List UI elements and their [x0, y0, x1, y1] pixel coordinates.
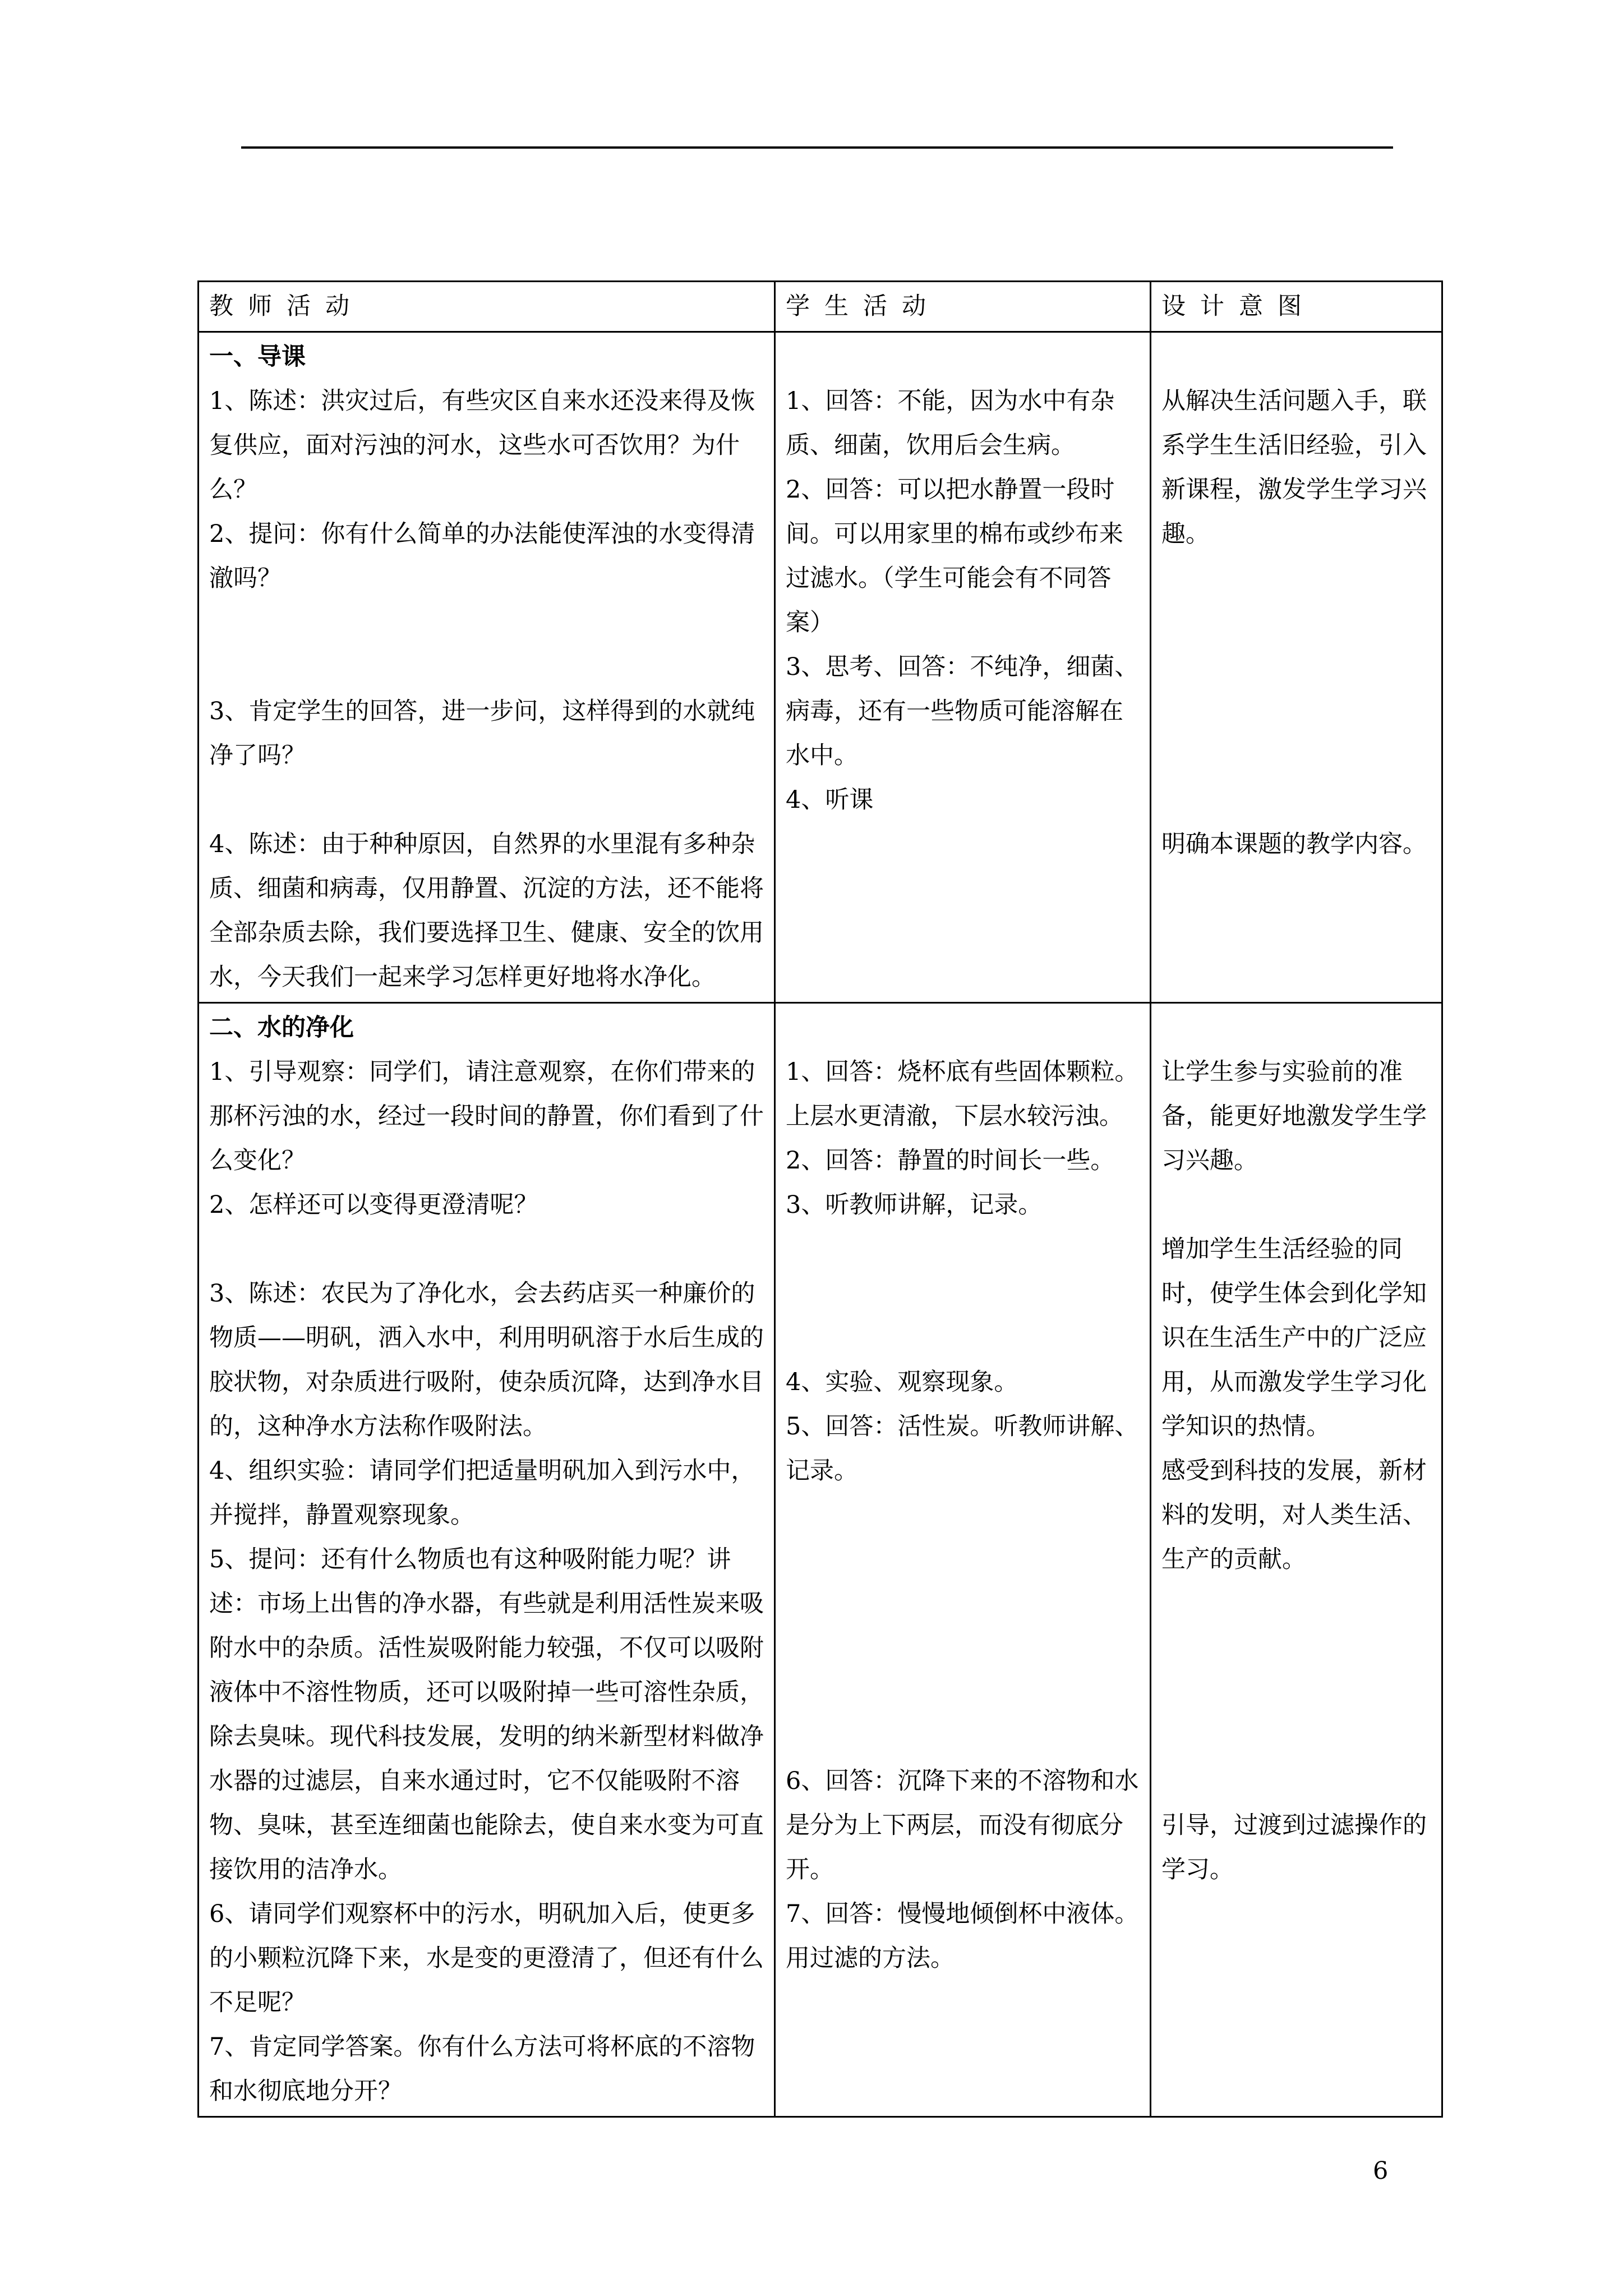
section-purification-row — [199, 1003, 1442, 2117]
intro-teacher-item-4: 4、陈述：由于种种原因，自然界的水里混有多种杂质、细菌和病毒，仅用静置、沉淀的方法，还不能将全部杂质去除，我们要选择卫生、健康、安全的饮用水，今天我们一起来学习怎样更好地将水净化。 — [209, 830, 764, 991]
purify-teacher-item-6: 6、请同学们观察杯中的污水，明矾加入后，使更多的小颗粒沉降下来，水是变的更澄清了，但还有什么不足呢？ — [209, 1900, 764, 2017]
header-student-activity: 学生活动 — [775, 282, 1151, 332]
section-purification-student-cell — [775, 1003, 1151, 2117]
purify-teacher-item-4: 4、组织实验：请同学们把适量明矾加入到污水中，并搅拌，静置观察现象。 — [209, 1457, 755, 1529]
section-intro-intent-cell — [1151, 332, 1442, 1003]
intro-teacher-item-3: 3、肯定学生的回答，进一步问，这样得到的水就纯净了吗？ — [209, 697, 755, 770]
header-teacher-activity: 教师活动 — [199, 282, 775, 332]
intro-intent-item-1: 从解决生活问题入手，联系学生生活旧经验，引入新课程，激发学生学习兴趣。 — [1161, 387, 1427, 548]
intro-student-item-1: 1、回答：不能，因为水中有杂质、细菌，饮用后会生病。 — [786, 387, 1115, 459]
purify-student-item-4: 4、实验、观察现象。 — [786, 1368, 1018, 1396]
section-intro-student-cell — [775, 332, 1151, 1003]
lesson-plan-table — [197, 280, 1443, 2118]
intro-student-item-2: 2、回答：可以把水静置一段时间。可以用家里的棉布或纱布来过滤水。（学生可能会有不同答案） — [786, 476, 1123, 637]
purify-intent-item-2: 增加学生生活经验的同时，使学生体会到化学知识在生活生产中的广泛应用，从而激发学生学习化学知识的热情。 — [1161, 1235, 1427, 1441]
page-number: 6 — [1373, 2157, 1389, 2185]
intro-teacher-item-1: 1、陈述：洪灾过后，有些灾区自来水还没来得及恢复供应，面对污浊的河水，这些水可否饮用？为什么？ — [209, 387, 755, 504]
section-purification-title: 二、水的净化 — [209, 1014, 354, 1042]
purify-intent-item-1: 让学生参与实验前的准备，能更好地激发学生学习兴趣。 — [1161, 1058, 1427, 1175]
intro-student-item-3: 3、思考、回答：不纯净，细菌、病毒，还有一些物质可能溶解在水中。 — [786, 653, 1139, 770]
intro-teacher-item-2: 2、提问：你有什么简单的办法能使浑浊的水变得清澈吗？ — [209, 520, 755, 592]
section-intro-title: 一、导课 — [209, 343, 306, 371]
purify-teacher-item-2: 2、怎样还可以变得更澄清呢？ — [209, 1191, 538, 1219]
purify-teacher-item-5: 5、提问：还有什么物质也有这种吸附能力呢？讲述：市场上出售的净水器，有些就是利用活性炭来吸附水中的杂质。活性炭吸附能力较强，不仅可以吸附液体中不溶性物质，还可以吸附掉一些可溶性杂质，除去臭味。现代科技发展，发明的纳米新型材料做净水器的过滤层，自来水通过时，它不仅能吸附不溶物、臭味，甚至连细菌也能除去，使自来水变为可直接饮用的洁净水。 — [209, 1545, 764, 1884]
purify-teacher-item-7: 7、肯定同学答案。你有什么方法可将杯底的不溶物和水彻底地分开？ — [209, 2033, 755, 2105]
purify-student-item-5: 5、回答：活性炭。听教师讲解、记录。 — [786, 1412, 1139, 1485]
purify-student-item-3: 3、听教师讲解，记录。 — [786, 1191, 1043, 1219]
table-header-row — [199, 282, 1442, 332]
intro-intent-item-2: 明确本课题的教学内容。 — [1161, 830, 1427, 858]
purify-intent-item-3: 感受到科技的发展，新材料的发明，对人类生活、生产的贡献。 — [1161, 1457, 1427, 1573]
purify-intent-item-4: 引导，过渡到过滤操作的学习。 — [1161, 1811, 1427, 1884]
header-rule — [241, 146, 1393, 149]
section-purification-intent-cell — [1151, 1003, 1442, 2117]
purify-student-item-2: 2、回答：静置的时间长一些。 — [786, 1147, 1115, 1175]
section-purification-teacher-cell — [199, 1003, 775, 2117]
purify-teacher-item-3: 3、陈述：农民为了净化水，会去药店买一种廉价的物质——明矾，洒入水中，利用明矾溶于水后生成的胶状物，对杂质进行吸附，使杂质沉降，达到净水目的，这种净水方法称作吸附法。 — [209, 1280, 764, 1441]
purify-student-item-1: 1、回答：烧杯底有些固体颗粒。上层水更清澈，下层水较污浊。 — [786, 1058, 1139, 1130]
section-intro-row — [199, 332, 1442, 1003]
purify-student-item-6: 6、回答：沉降下来的不溶物和水是分为上下两层，而没有彻底分开。 — [786, 1767, 1139, 1884]
purify-student-item-7: 7、回答：慢慢地倾倒杯中液体。用过滤的方法。 — [786, 1900, 1139, 1972]
intro-student-item-4: 4、听课 — [786, 786, 874, 814]
section-intro-teacher-cell — [199, 332, 775, 1003]
header-design-intent: 设计意图 — [1151, 282, 1442, 332]
purify-teacher-item-1: 1、引导观察：同学们，请注意观察，在你们带来的那杯污浊的水，经过一段时间的静置，你们看到了什么变化？ — [209, 1058, 764, 1175]
